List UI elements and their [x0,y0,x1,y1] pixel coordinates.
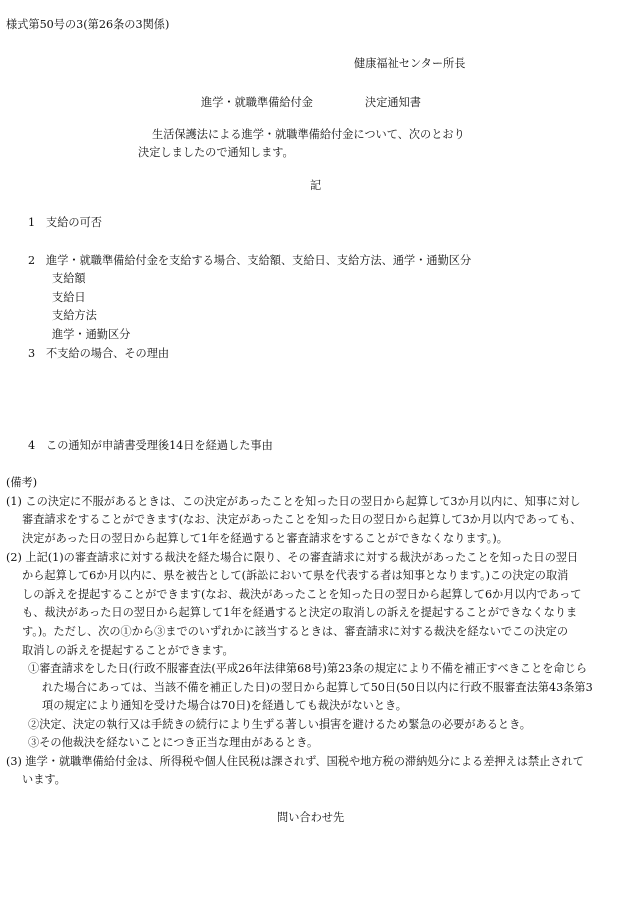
item-4-label: この通知が申請書受理後14日を経過した事由 [46,439,273,452]
remark-3-line-1: (3) 進学・就職準備給付金は、所得税や個人住民税は課されず、国税や地方税の滞納処分による差押えは禁止されて [6,755,584,768]
remark-2-line-2: から起算して6か月以内に、県を被告として(訴訟において県を代表する者は知事となります。)この決定の取消 [22,569,569,582]
remark-2-circle-1-line-1: ①審査請求をした日(行政不服審査法(平成26年法律第68号)第23条の規定により不備を補正すべきことを命じら [28,662,588,675]
contact-heading: 問い合わせ先 [277,811,345,824]
item-1-number: 1 [28,216,36,229]
intro-line-1: 生活保護法による進学・就職準備給付金について、次のとおり [152,128,465,141]
item-2-sub-method: 支給方法 [52,309,97,322]
document-subtitle: 決定通知書 [365,96,421,109]
remarks-heading: (備考) [6,476,38,489]
document-title: 進学・就職準備給付金 [201,96,313,109]
item-2-number: 2 [28,254,36,267]
item-4-number: 4 [28,439,36,452]
remark-3-line-2: います。 [22,773,66,786]
remark-1-line-1: (1) この決定に不服があるときは、この決定があったことを知った日の翌日から起算して3か月以内に、知事に対し [6,495,581,508]
remark-2-circle-2: ②決定、決定の執行又は手続きの続行により生ずる著しい損害を避けるため緊急の必要があるとき。 [28,718,531,731]
remark-1-line-3: 決定があった日の翌日から起算して1年を経過すると審査請求をすることができなくなります。)。 [22,532,508,545]
ki-heading: 記 [310,179,322,192]
item-3-number: 3 [28,347,36,360]
issuer: 健康福祉センター所長 [354,57,466,70]
remark-2-circle-3: ③その他裁決を経ないことにつき正当な理由があるとき。 [28,736,319,749]
item-2-sub-amount: 支給額 [52,272,86,285]
item-1-label: 支給の可否 [46,216,102,229]
item-2-sub-category: 進学・通勤区分 [52,328,131,341]
remark-2-line-3: しの訴えを提起することができます(なお、裁決があったことを知った日の翌日から起算して6か月以内であって [22,588,582,601]
remark-2-line-6: 取消しの訴えを提起することができます。 [22,644,234,657]
remark-1-line-2: 審査請求をすることができます(なお、決定があったことを知った日の翌日から起算して3か月以内であっても、 [22,513,582,526]
remark-2-circle-1-line-2: れた場合にあっては、当該不備を補正した日)の翌日から起算して50日(50日以内に行政不服審査法第43条第3 [42,681,593,694]
remark-2-circle-1-line-3: 項の規定により通知を受けた場合は70日)を経過しても裁決がないとき。 [42,699,407,712]
item-2-sub-date: 支給日 [52,291,86,304]
form-number: 様式第50号の3(第26条の3関係) [6,18,170,31]
item-3-label: 不支給の場合、その理由 [46,347,170,360]
remark-2-line-1: (2) 上記(1)の審査請求に対する裁決を経た場合に限り、その審査請求に対する裁決があったことを知った日の翌日 [6,551,579,564]
remark-2-line-5: す。)。ただし、次の①から③までのいずれかに該当するときは、審査請求に対する裁決を経ないでこの決定の [22,625,569,638]
item-2-label: 進学・就職準備給付金を支給する場合、支給額、支給日、支給方法、通学・通勤区分 [46,254,472,267]
remark-2-line-4: も、裁決があった日の翌日から起算して1年を経過すると決定の取消しの訴えを提起することができなくなりま [22,606,578,619]
intro-line-2: 決定しましたので通知します。 [138,146,294,159]
